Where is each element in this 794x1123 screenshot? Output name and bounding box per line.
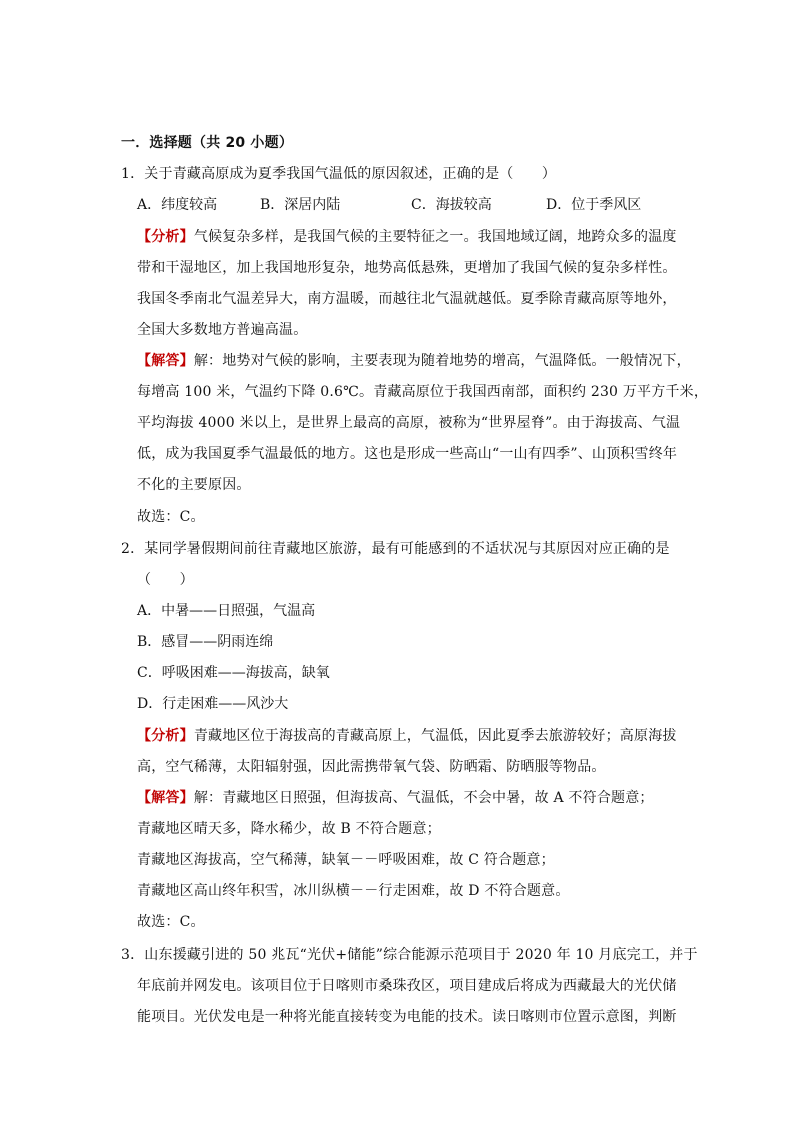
q1-analysis-tag: 【分析】 — [137, 229, 194, 245]
q2-answer-line — [137, 789, 654, 807]
q1-analysis-line: 我国冬季南北气温差异大，南方温暖，而越往北气温就越低。夏季除青藏高原等地外， — [137, 291, 677, 307]
q2-analysis-text: 青藏地区位于海拔高的青藏高原上，气温低，因此夏季去旅游较好；高原海拔 — [193, 728, 677, 744]
q2-answer-line: 青藏地区高山终年积雪，冰川纵横－－行走困难，故 D 不符合题意。 — [137, 883, 570, 899]
q2-analysis-tag: 【分析】 — [137, 728, 194, 744]
q3-stem-line: 3．山东援藏引进的 50 兆瓦“光伏+储能”综合能源示范项目于 2020 年 10 月底完工，并于 — [121, 947, 698, 963]
q2-analysis-line: 高，空气稀薄，太阳辐射强，因此需携带氧气袋、防晒霜、防晒服等物品。 — [137, 759, 606, 775]
q1-answer-line: 每增高 100 米，气温约下降 0.6℃。青藏高原位于我国西南部，面积约 230 万平方千米， — [137, 384, 709, 400]
q3-stem-line: 能项目。光伏发电是一种将光能直接转变为电能的技术。读日喀则市位置示意图，判断 — [137, 1009, 677, 1025]
q2-choice: 故选：C。 — [137, 914, 205, 930]
q2-analysis-line — [137, 727, 677, 745]
q1-answer-line: 低，成为我国夏季气温最低的地方。这也是形成一些高山“一山有四季”、山顶积雪终年 — [137, 446, 678, 462]
q2-option-d: D．行走困难——风沙大 — [137, 696, 289, 712]
q2-stem: 2．某同学暑假期间前往青藏地区旅游，最有可能感到的不适状况与其原因对应正确的是 — [121, 541, 670, 557]
q2-answer-line: 青藏地区海拔高，空气稀薄，缺氧－－呼吸困难，故 C 符合题意； — [137, 852, 555, 868]
q2-answer-text: 解：青藏地区日照强，但海拔高、气温低，不会中暑，故 A 不符合题意； — [193, 790, 654, 806]
q3-stem-line: 年底前并网发电。该项目位于日喀则市桑珠孜区，项目建成后将成为西藏最大的光伏储 — [137, 978, 677, 994]
q1-answer-tag: 【解答】 — [137, 353, 194, 369]
q2-answer-tag: 【解答】 — [137, 790, 194, 806]
q2-option-c: C．呼吸困难——海拔高，缺氧 — [137, 665, 330, 681]
q1-answer-line: 平均海拔 4000 米以上，是世界上最高的高原，被称为“世界屋脊”。由于海拔高、气温 — [137, 415, 681, 431]
q2-stem-bracket: （ ） — [137, 572, 194, 588]
q1-choice: 故选：C。 — [137, 509, 205, 525]
q1-option-c: C．海拔较高 — [411, 197, 492, 213]
q1-analysis-text: 气候复杂多样，是我国气候的主要特征之一。我国地域辽阔，地跨众多的温度 — [193, 229, 677, 245]
q2-option-b: B．感冒——阴雨连绵 — [137, 634, 274, 650]
q1-stem: 1．关于青藏高原成为夏季我国气温低的原因叙述，正确的是（ ） — [121, 166, 557, 182]
q1-option-d: D．位于季风区 — [546, 197, 642, 213]
q1-option-a: A．纬度较高 — [137, 197, 218, 213]
q1-analysis-line: 带和干湿地区，加上我国地形复杂，地势高低悬殊，更增加了我国气候的复杂多样性。 — [137, 260, 677, 276]
q1-option-b: B．深居内陆 — [260, 197, 341, 213]
q2-answer-line: 青藏地区晴天多，降水稀少，故 B 不符合题意； — [137, 821, 441, 837]
q1-answer-line: 不化的主要原因。 — [137, 477, 251, 493]
q1-answer-line — [137, 352, 691, 370]
q1-analysis-line: 全国大多数地方普遍高温。 — [137, 322, 308, 338]
q2-option-a: A．中暑——日照强，气温高 — [137, 603, 316, 619]
q1-analysis-line — [137, 228, 677, 246]
q1-answer-text: 解：地势对气候的影响，主要表现为随着地势的增高，气温降低。一般情况下， — [193, 353, 691, 369]
section-title: 一．选择题（共 20 小题） — [121, 135, 294, 151]
